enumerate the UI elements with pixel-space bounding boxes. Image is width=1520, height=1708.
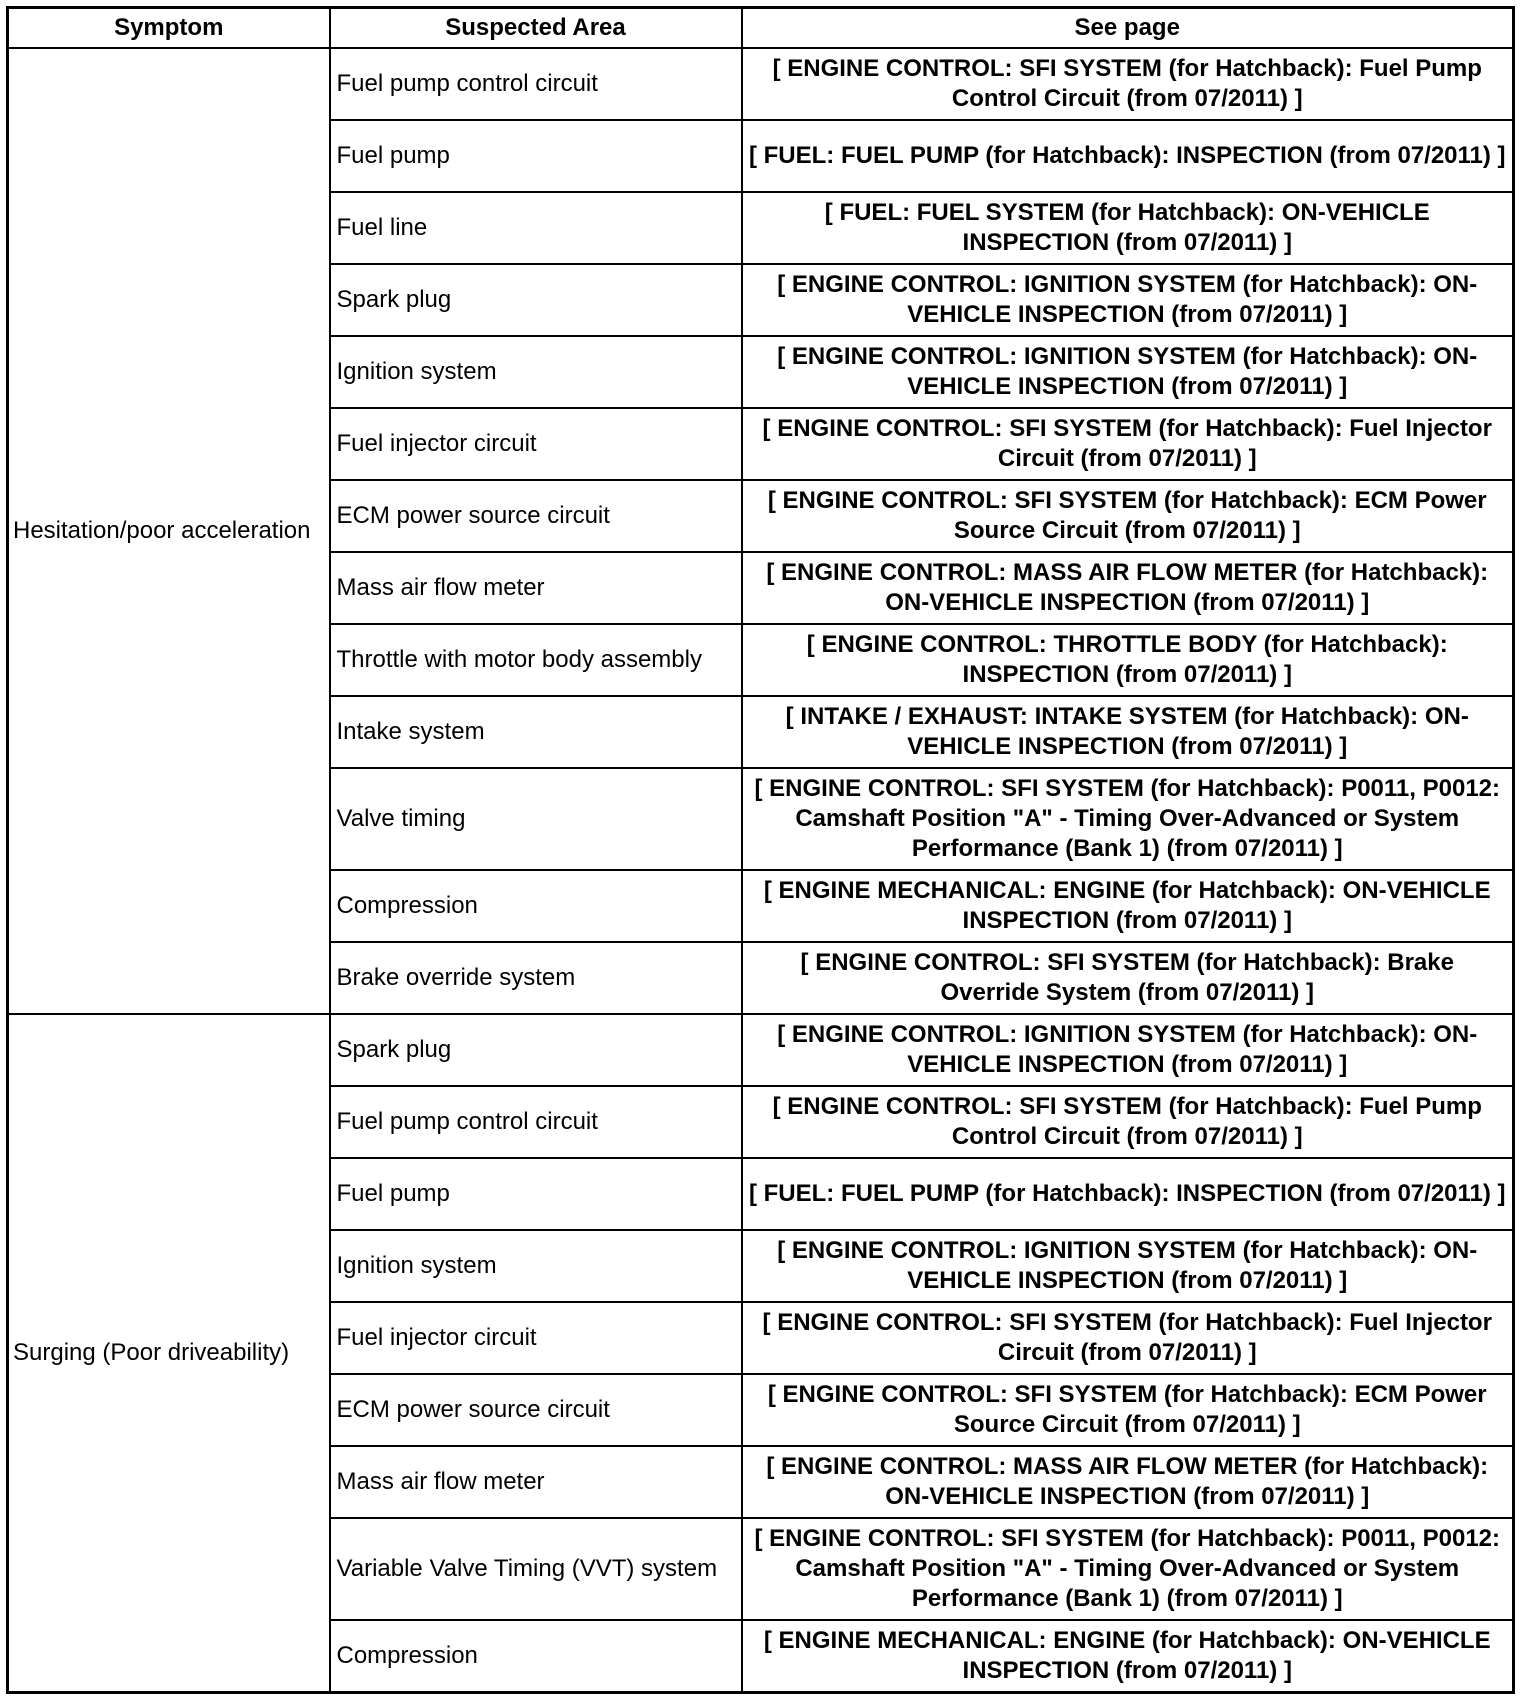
suspected-area-cell: Compression: [330, 870, 742, 942]
see-page-link[interactable]: [ ENGINE CONTROL: SFI SYSTEM (for Hatchback): Brake Override System (from 07/2011) ]: [742, 942, 1514, 1014]
suspected-area-cell: Throttle with motor body assembly: [330, 624, 742, 696]
see-page-link[interactable]: [ INTAKE / EXHAUST: INTAKE SYSTEM (for Hatchback): ON-VEHICLE INSPECTION (from 07/2011) ]: [742, 696, 1514, 768]
suspected-area-cell: Fuel injector circuit: [330, 1302, 742, 1374]
see-page-link[interactable]: [ ENGINE CONTROL: IGNITION SYSTEM (for Hatchback): ON-VEHICLE INSPECTION (from 07/2011) ]: [742, 1014, 1514, 1086]
suspected-area-cell: Fuel pump: [330, 1158, 742, 1230]
suspected-area-cell: Intake system: [330, 696, 742, 768]
see-page-link[interactable]: [ ENGINE CONTROL: SFI SYSTEM (for Hatchback): ECM Power Source Circuit (from 07/2011) ]: [742, 1374, 1514, 1446]
header-symptom: Symptom: [8, 8, 330, 49]
suspected-area-cell: Ignition system: [330, 1230, 742, 1302]
suspected-area-cell: Ignition system: [330, 336, 742, 408]
see-page-link[interactable]: [ ENGINE CONTROL: THROTTLE BODY (for Hatchback): INSPECTION (from 07/2011) ]: [742, 624, 1514, 696]
symptom-cell: Surging (Poor driveability): [8, 1014, 330, 1693]
see-page-link[interactable]: [ ENGINE MECHANICAL: ENGINE (for Hatchback): ON-VEHICLE INSPECTION (from 07/2011) ]: [742, 870, 1514, 942]
suspected-area-cell: Valve timing: [330, 768, 742, 870]
suspected-area-cell: Fuel pump: [330, 120, 742, 192]
suspected-area-cell: Fuel pump control circuit: [330, 48, 742, 120]
see-page-link[interactable]: [ FUEL: FUEL SYSTEM (for Hatchback): ON-VEHICLE INSPECTION (from 07/2011) ]: [742, 192, 1514, 264]
see-page-link[interactable]: [ ENGINE CONTROL: IGNITION SYSTEM (for Hatchback): ON-VEHICLE INSPECTION (from 07/2011) ]: [742, 336, 1514, 408]
suspected-area-cell: Spark plug: [330, 1014, 742, 1086]
table-row: [8, 48, 1514, 120]
see-page-link[interactable]: [ ENGINE CONTROL: SFI SYSTEM (for Hatchback): Fuel Pump Control Circuit (from 07/2011) ]: [742, 48, 1514, 120]
suspected-area-cell: Fuel line: [330, 192, 742, 264]
see-page-link[interactable]: [ ENGINE CONTROL: MASS AIR FLOW METER (for Hatchback): ON-VEHICLE INSPECTION (from 07/2011) ]: [742, 552, 1514, 624]
suspected-area-cell: ECM power source circuit: [330, 480, 742, 552]
see-page-link[interactable]: [ ENGINE CONTROL: MASS AIR FLOW METER (for Hatchback): ON-VEHICLE INSPECTION (from 07/2011) ]: [742, 1446, 1514, 1518]
header-see-page: See page: [742, 8, 1514, 49]
see-page-link[interactable]: [ ENGINE CONTROL: SFI SYSTEM (for Hatchback): ECM Power Source Circuit (from 07/2011) ]: [742, 480, 1514, 552]
suspected-area-cell: Mass air flow meter: [330, 1446, 742, 1518]
suspected-area-cell: ECM power source circuit: [330, 1374, 742, 1446]
symptom-table: [6, 6, 1515, 1694]
see-page-link[interactable]: [ ENGINE CONTROL: SFI SYSTEM (for Hatchback): Fuel Injector Circuit (from 07/2011) ]: [742, 1302, 1514, 1374]
see-page-link[interactable]: [ ENGINE CONTROL: SFI SYSTEM (for Hatchback): P0011, P0012: Camshaft Position "A" - Timing Over-Advanced or System Performance (Bank 1) (from 07/2011) ]: [742, 768, 1514, 870]
table-row: [8, 1014, 1514, 1086]
see-page-link[interactable]: [ ENGINE CONTROL: SFI SYSTEM (for Hatchback): Fuel Pump Control Circuit (from 07/2011) ]: [742, 1086, 1514, 1158]
see-page-link[interactable]: [ ENGINE CONTROL: IGNITION SYSTEM (for Hatchback): ON-VEHICLE INSPECTION (from 07/2011) ]: [742, 1230, 1514, 1302]
suspected-area-cell: Brake override system: [330, 942, 742, 1014]
document-page: [6, 6, 1515, 1694]
suspected-area-cell: Fuel pump control circuit: [330, 1086, 742, 1158]
suspected-area-cell: Variable Valve Timing (VVT) system: [330, 1518, 742, 1620]
symptom-cell: Hesitation/poor acceleration: [8, 48, 330, 1014]
header-suspected-area: Suspected Area: [330, 8, 742, 49]
suspected-area-cell: Mass air flow meter: [330, 552, 742, 624]
see-page-link[interactable]: [ FUEL: FUEL PUMP (for Hatchback): INSPECTION (from 07/2011) ]: [742, 1158, 1514, 1230]
see-page-link[interactable]: [ ENGINE MECHANICAL: ENGINE (for Hatchback): ON-VEHICLE INSPECTION (from 07/2011) ]: [742, 1620, 1514, 1693]
suspected-area-cell: Fuel injector circuit: [330, 408, 742, 480]
suspected-area-cell: Spark plug: [330, 264, 742, 336]
see-page-link[interactable]: [ ENGINE CONTROL: SFI SYSTEM (for Hatchback): Fuel Injector Circuit (from 07/2011) ]: [742, 408, 1514, 480]
table-header-row: [8, 8, 1514, 49]
suspected-area-cell: Compression: [330, 1620, 742, 1693]
see-page-link[interactable]: [ FUEL: FUEL PUMP (for Hatchback): INSPECTION (from 07/2011) ]: [742, 120, 1514, 192]
see-page-link[interactable]: [ ENGINE CONTROL: SFI SYSTEM (for Hatchback): P0011, P0012: Camshaft Position "A" - Timing Over-Advanced or System Performance (Bank 1) (from 07/2011) ]: [742, 1518, 1514, 1620]
see-page-link[interactable]: [ ENGINE CONTROL: IGNITION SYSTEM (for Hatchback): ON-VEHICLE INSPECTION (from 07/2011) ]: [742, 264, 1514, 336]
